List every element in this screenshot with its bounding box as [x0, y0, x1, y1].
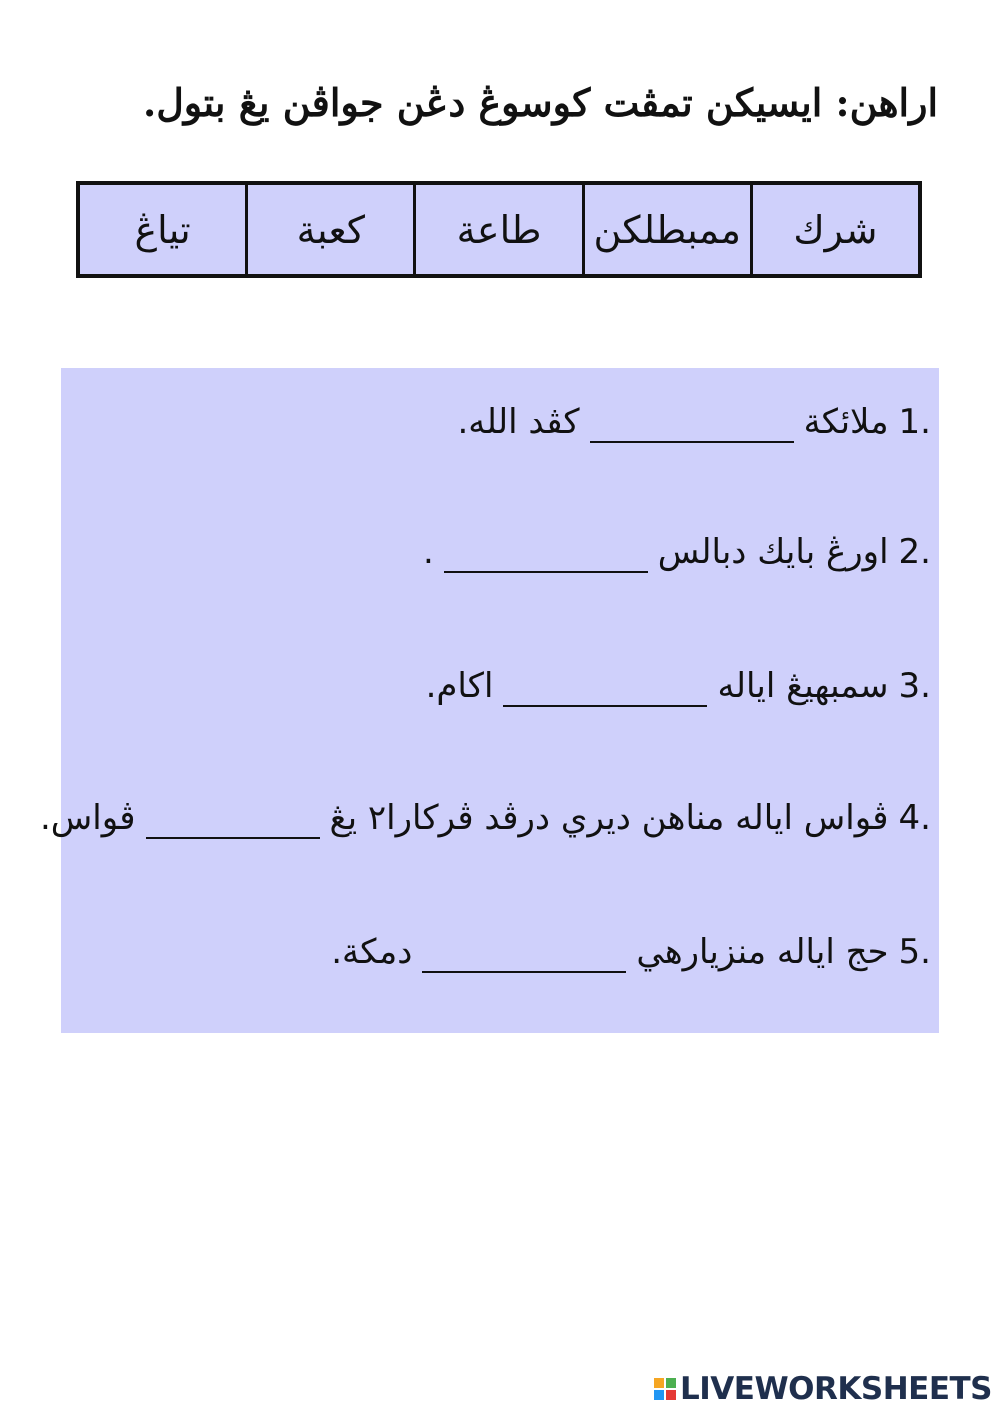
questions-panel [39, 368, 939, 1033]
question-number: 1. [898, 402, 931, 442]
word-bank-item-2[interactable]: ممبطلكن [582, 185, 750, 274]
word-bank-item-3[interactable]: طاعة [413, 185, 581, 274]
question-1 [457, 402, 931, 443]
question-text-after: دمكة. [331, 932, 413, 972]
question-text-before: حج اياله منزيارهي [636, 932, 889, 972]
answer-blank-3[interactable] [503, 671, 707, 707]
question-text-after: اكام. [425, 666, 494, 706]
question-3 [426, 666, 931, 707]
question-2 [423, 532, 931, 573]
word-bank-item-5[interactable]: تياڠ [134, 207, 191, 252]
answer-blank-1[interactable] [590, 407, 794, 443]
question-text-before: ملائكة [803, 402, 889, 442]
question-text-after: . [422, 532, 434, 572]
word-bank-table [76, 181, 922, 278]
question-number: 2. [898, 532, 931, 572]
question-5 [331, 932, 931, 973]
question-text-before: سمبهيڠ اياله [717, 666, 889, 706]
liveworksheets-logo-icon [654, 1378, 676, 1400]
liveworksheets-logo [654, 1371, 992, 1407]
brand-name: LIVEWORKSHEETS [680, 1371, 992, 1407]
question-text-before: اورڠ بايك دبالس [657, 532, 889, 572]
answer-blank-2[interactable] [444, 537, 648, 573]
word-bank-item-4[interactable]: كعبة [245, 185, 413, 274]
question-4 [40, 798, 931, 839]
question-number: 3. [898, 666, 931, 706]
question-text-before: ڤواس اياله مناهن ديري درڤد ڤركارا٢ يڠ [329, 798, 889, 838]
answer-blank-4[interactable] [146, 803, 320, 839]
word-bank-item-1[interactable]: شرك [750, 185, 918, 274]
answer-blank-5[interactable] [422, 937, 626, 973]
question-number: 4. [898, 798, 931, 838]
instruction-title: اراهن: ايسيكن تمڤت كوسوڠ دڠن جواڤن يڠ بتول. [142, 80, 938, 125]
question-number: 5. [898, 932, 931, 972]
question-text-after: كڤد الله. [457, 402, 580, 442]
question-text-after: ڤواس. [39, 798, 136, 838]
